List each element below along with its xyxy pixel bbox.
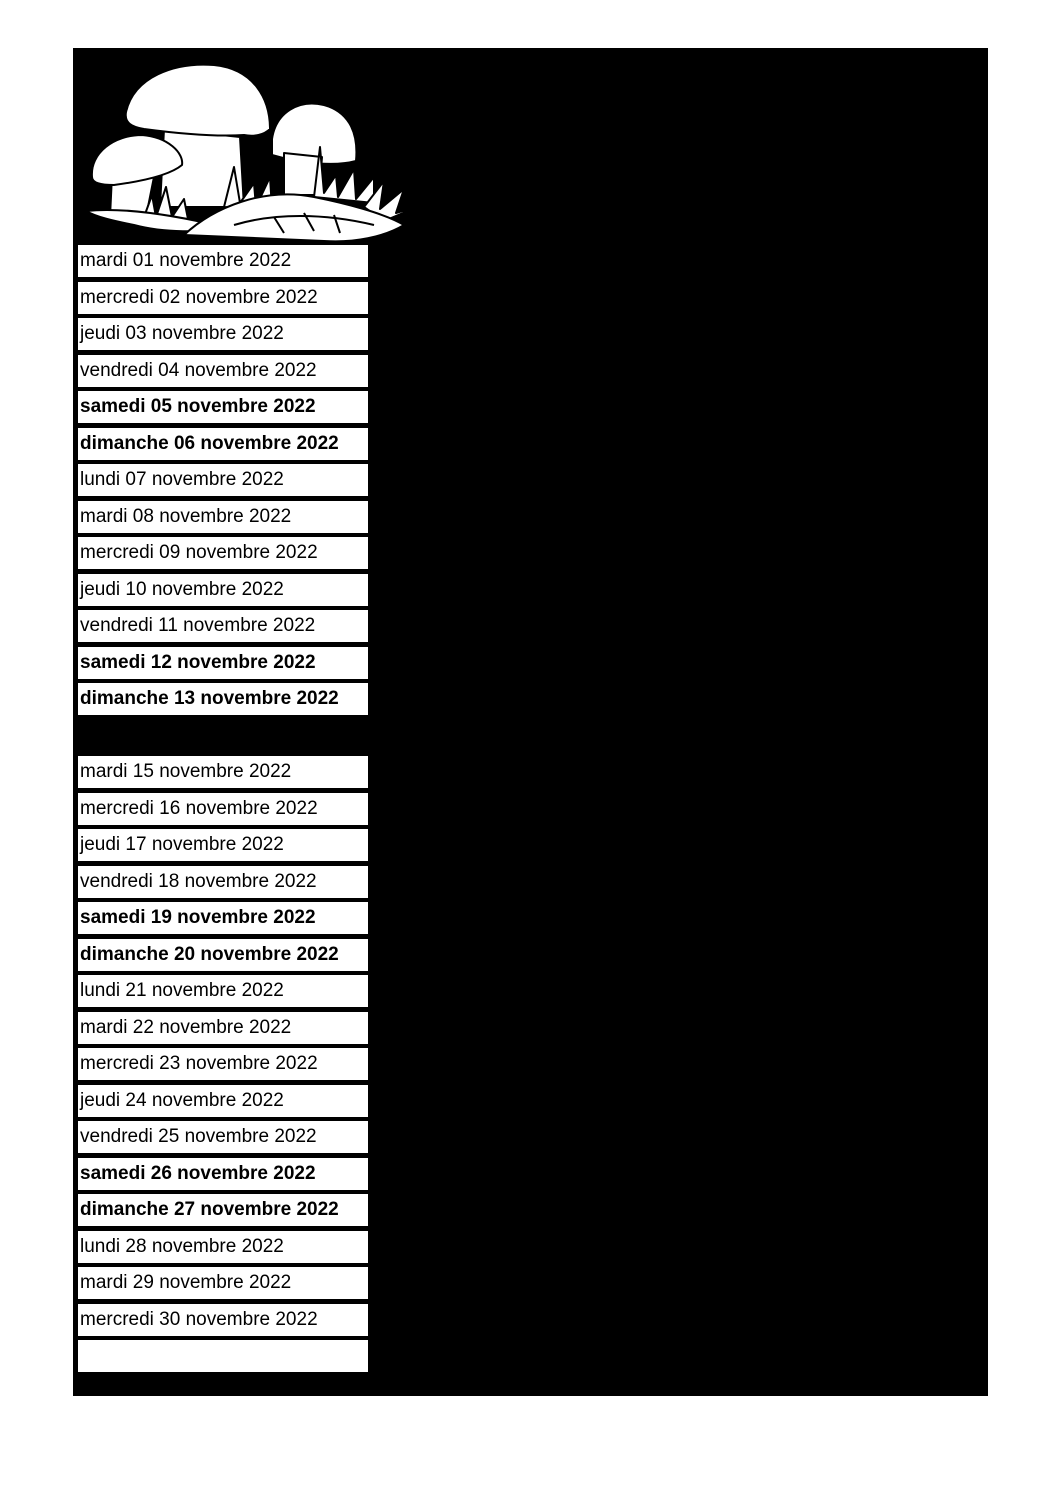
day-row: mardi 29 novembre 2022 xyxy=(78,1267,368,1299)
day-row: mercredi 30 novembre 2022 xyxy=(78,1304,368,1336)
day-row: mardi 15 novembre 2022 xyxy=(78,756,368,788)
day-row: lundi 28 novembre 2022 xyxy=(78,1231,368,1263)
day-row: samedi 05 novembre 2022 xyxy=(78,391,368,423)
day-row: jeudi 03 novembre 2022 xyxy=(78,318,368,350)
day-row: dimanche 27 novembre 2022 xyxy=(78,1194,368,1226)
day-row: mardi 01 novembre 2022 xyxy=(78,245,368,277)
day-row: samedi 19 novembre 2022 xyxy=(78,902,368,934)
day-row: mardi 08 novembre 2022 xyxy=(78,501,368,533)
day-row: dimanche 20 novembre 2022 xyxy=(78,939,368,971)
day-row: jeudi 24 novembre 2022 xyxy=(78,1085,368,1117)
mushrooms-and-leaves-icon xyxy=(84,57,429,247)
day-row: dimanche 06 novembre 2022 xyxy=(78,428,368,460)
day-row: mercredi 09 novembre 2022 xyxy=(78,537,368,569)
day-row: dimanche 13 novembre 2022 xyxy=(78,683,368,715)
day-row: mercredi 23 novembre 2022 xyxy=(78,1048,368,1080)
day-row: samedi 26 novembre 2022 xyxy=(78,1158,368,1190)
day-row: jeudi 10 novembre 2022 xyxy=(78,574,368,606)
day-row: mercredi 02 novembre 2022 xyxy=(78,282,368,314)
day-row: vendredi 11 novembre 2022 xyxy=(78,610,368,642)
day-row: vendredi 25 novembre 2022 xyxy=(78,1121,368,1153)
day-row: jeudi 17 novembre 2022 xyxy=(78,829,368,861)
day-row: mercredi 16 novembre 2022 xyxy=(78,793,368,825)
day-row: vendredi 04 novembre 2022 xyxy=(78,355,368,387)
day-row: lundi 07 novembre 2022 xyxy=(78,464,368,496)
day-row: samedi 12 novembre 2022 xyxy=(78,647,368,679)
day-row: lundi 21 novembre 2022 xyxy=(78,975,368,1007)
day-row-empty xyxy=(78,1340,368,1372)
day-row: mardi 22 novembre 2022 xyxy=(78,1012,368,1044)
day-row: vendredi 18 novembre 2022 xyxy=(78,866,368,898)
